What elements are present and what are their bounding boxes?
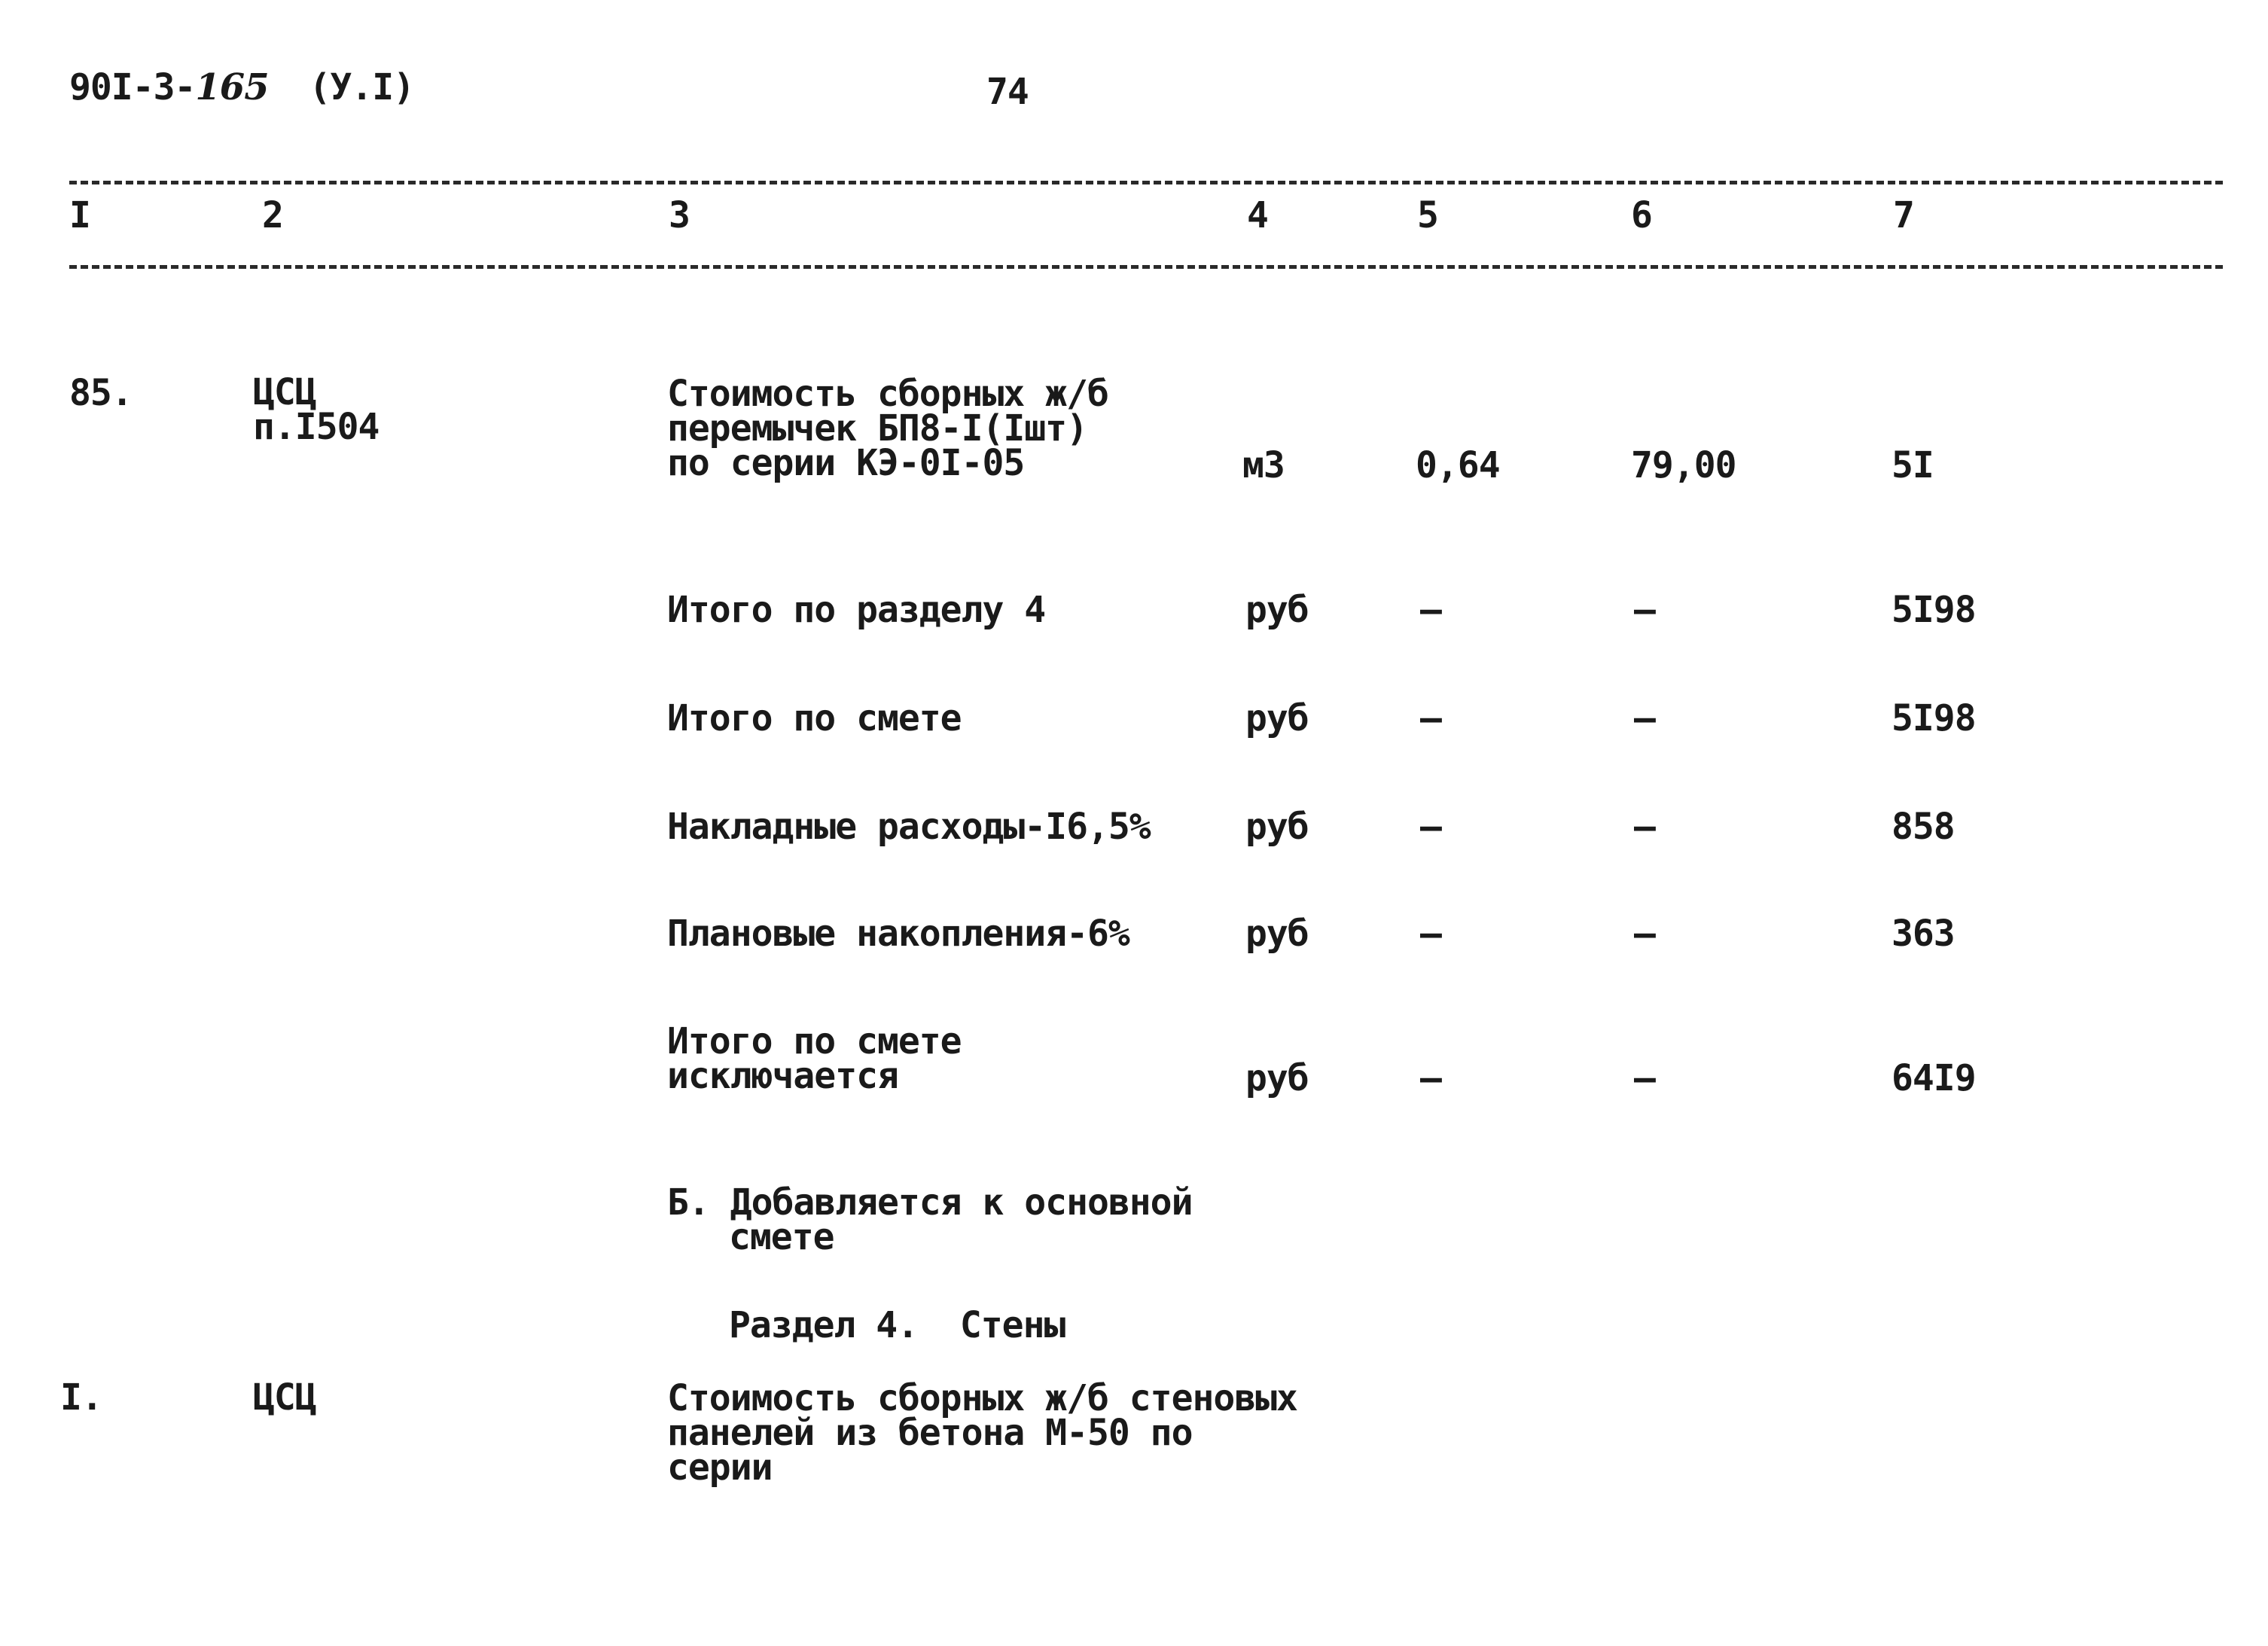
row-code: ЦСЦ (253, 1376, 316, 1419)
column-header-1: I (69, 194, 90, 236)
row-total: 5I98 (1892, 589, 1976, 631)
doc-code-suffix: (У.I) (309, 66, 414, 108)
row-price-dash: – (1634, 589, 1655, 631)
row-total: 363 (1892, 913, 1955, 955)
page-number: 74 (986, 71, 1029, 113)
doc-code-typed: 90I-3- (69, 66, 196, 108)
row-description-line: серии (667, 1446, 773, 1489)
column-header-6: 6 (1631, 194, 1652, 236)
section-b-heading (667, 1181, 1193, 1258)
row-description-line: перемычек БП8-I(Iшт) (667, 407, 1087, 450)
row-quantity-dash: – (1420, 589, 1441, 631)
row-description-line: Стоимость сборных ж/б (667, 373, 1108, 415)
row-description-line: Стоимость сборных ж/б стеновых (667, 1377, 1297, 1419)
row-unit: руб (1245, 913, 1309, 955)
row-unit: м3 (1242, 444, 1285, 486)
row-quantity-dash: – (1420, 1057, 1441, 1099)
row-price-dash: – (1634, 697, 1655, 739)
column-header-5: 5 (1417, 194, 1438, 236)
section-b-line: смете (729, 1216, 834, 1258)
row-description-line: исключается (667, 1055, 898, 1097)
row-quantity-dash: – (1420, 913, 1441, 955)
row-description: Плановые накопления-6% (667, 913, 1129, 955)
row-description (667, 1377, 1297, 1489)
section-title: Раздел 4. Стены (729, 1304, 1065, 1346)
column-header-3: 3 (669, 194, 690, 236)
row-code-line: ЦСЦ (253, 371, 316, 413)
row-description: Итого по разделу 4 (667, 589, 1046, 631)
row-total: 64I9 (1892, 1057, 1976, 1099)
doc-code-handwritten: 165 (195, 66, 269, 108)
column-header-2: 2 (262, 194, 283, 236)
row-code (253, 371, 380, 448)
row-total: 5I98 (1892, 697, 1976, 739)
row-quantity-dash: – (1420, 806, 1441, 848)
row-quantity-dash: – (1420, 697, 1441, 739)
row-description-line: Итого по смете (667, 1020, 962, 1062)
row-unit: руб (1245, 1057, 1309, 1099)
row-description (667, 373, 1108, 484)
document-code (69, 66, 414, 108)
row-total: 5I (1892, 444, 1934, 486)
row-unit: руб (1245, 697, 1309, 739)
row-code-line: п.I504 (253, 406, 380, 448)
row-description-line: по серии КЭ-0I-05 (667, 442, 1025, 484)
column-header-7: 7 (1893, 194, 1914, 236)
column-header-4: 4 (1247, 194, 1268, 236)
row-price-dash: – (1634, 913, 1655, 955)
row-price-dash: – (1634, 806, 1655, 848)
row-description-line: панелей из бетона М-50 по (667, 1412, 1193, 1454)
row-total: 858 (1892, 806, 1955, 848)
section-b-line: Б. Добавляется к основной (667, 1181, 1193, 1224)
row-unit: руб (1245, 806, 1309, 848)
row-quantity: 0,64 (1416, 444, 1500, 486)
row-price-dash: – (1634, 1057, 1655, 1099)
row-description: Накладные расходы-I6,5% (667, 806, 1151, 848)
header-bottom-rule (69, 265, 2223, 269)
row-price: 79,00 (1631, 444, 1736, 486)
row-unit: руб (1245, 589, 1309, 631)
row-number: I. (60, 1376, 102, 1419)
row-description: Итого по смете (667, 697, 962, 739)
row-number: 85. (69, 372, 133, 414)
header-top-rule (69, 181, 2223, 184)
row-description (667, 1020, 962, 1097)
